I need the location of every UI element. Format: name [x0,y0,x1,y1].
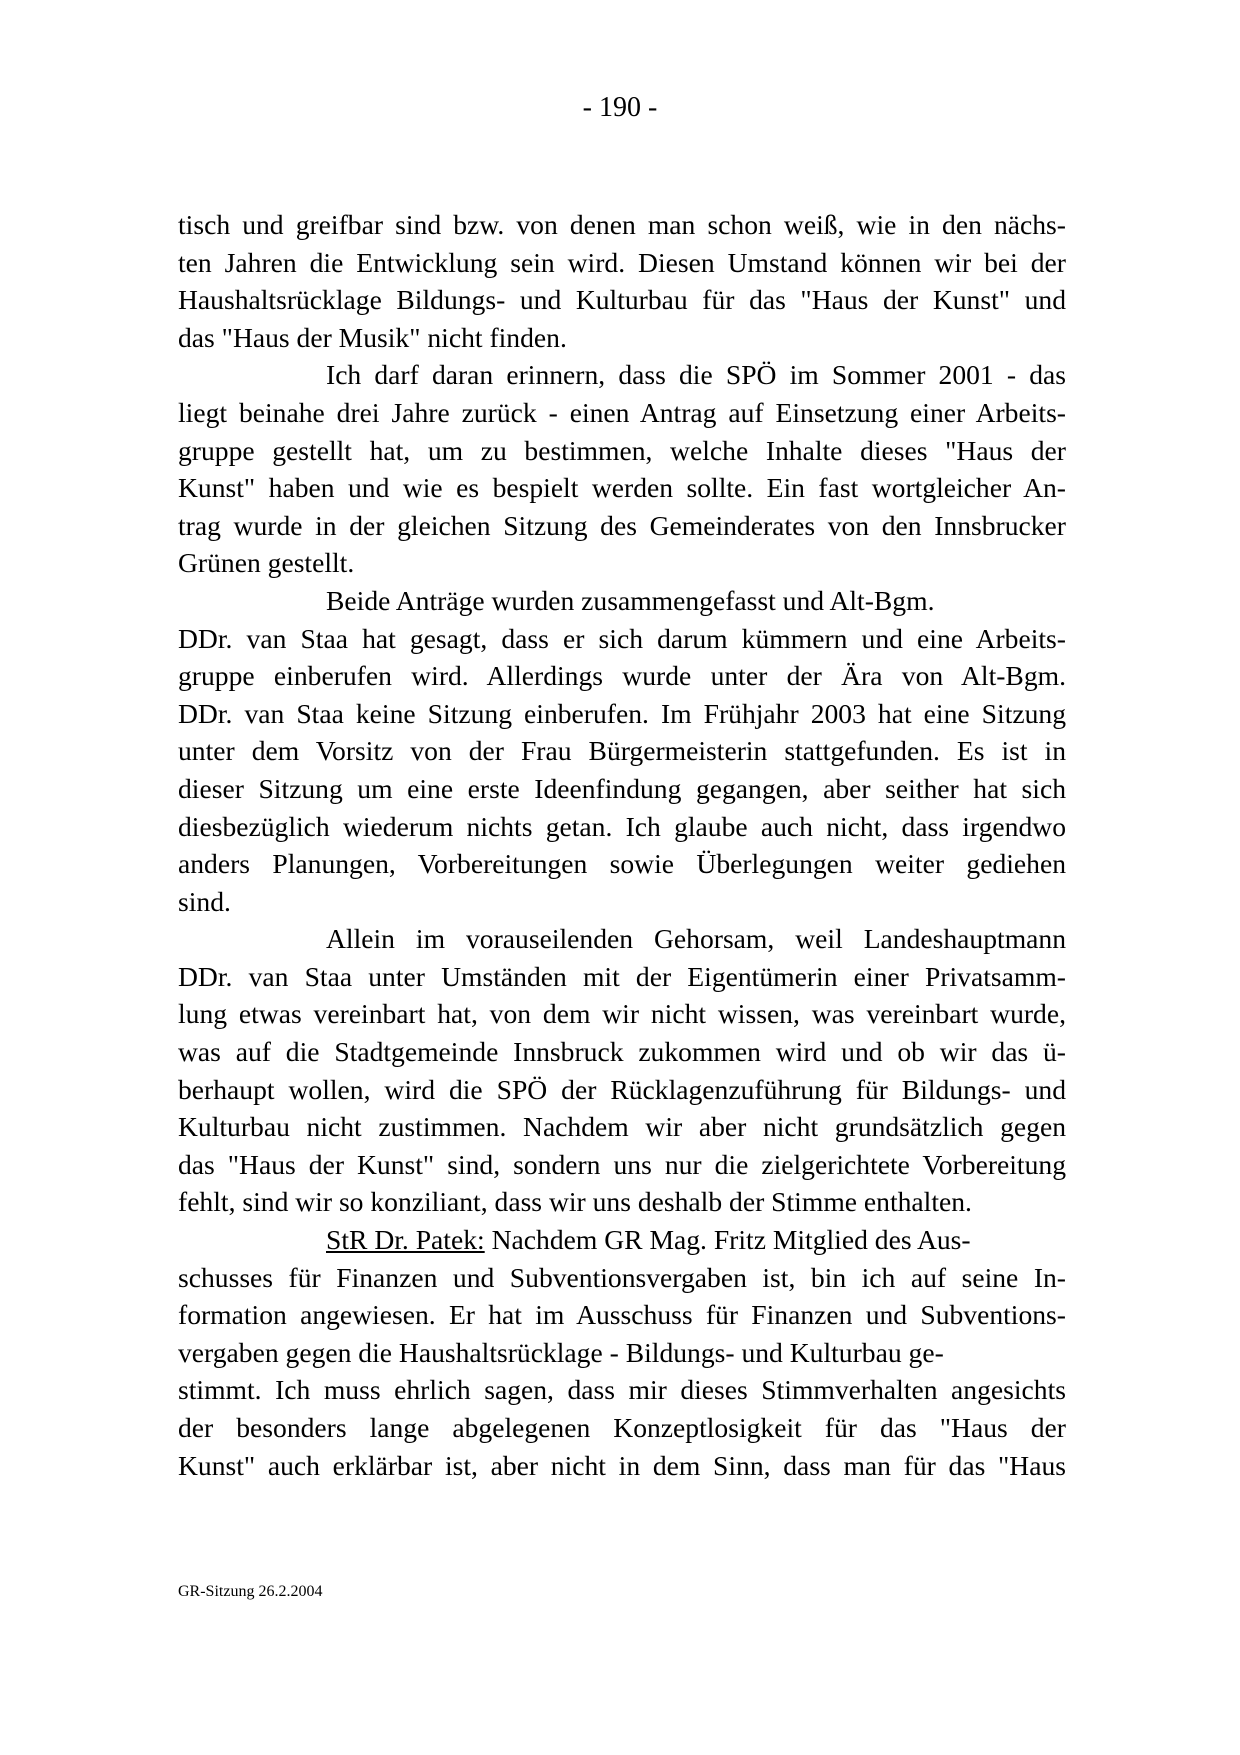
paragraph-start-line: Allein im vorauseilenden Gehorsam, weil Landeshauptmann [326,923,1066,955]
text-line: Kunst" haben und wie es bespielt werden sollte. Ein fast wortgleicher An- [178,472,1066,504]
text-line: diesbezüglich wiederum nichts getan. Ich glaube auch nicht, dass irgendwo [178,810,1066,842]
text-line: liegt beinahe drei Jahre zurück - einen Antrag auf Einsetzung einer Arbeits- [178,396,1066,428]
text-line: anders Planungen, Vorbereitungen sowie Überlegungen weiter gediehen [178,848,1066,880]
paragraph-start-line: Beide Anträge wurden zusammengefasst und Alt-Bgm. [326,584,935,616]
text-line: berhaupt wollen, wird die SPÖ der Rücklagenzuführung für Bildungs- und [178,1073,1066,1105]
text-line: unter dem Vorsitz von der Frau Bürgermeisterin stattgefunden. Es ist in [178,735,1066,767]
text-line: formation angewiesen. Er hat im Ausschuss für Finanzen und Subventions- [178,1299,1066,1331]
text-line: stimmt. Ich muss ehrlich sagen, dass mir dieses Stimmverhalten angesichts [178,1374,1066,1406]
page-number: - 190 - [582,92,658,123]
text-line: Grünen gestellt. [178,547,355,579]
text-line: DDr. van Staa unter Umständen mit der Eigentümerin einer Privatsamm- [178,960,1066,992]
text-line: das "Haus der Musik" nicht finden. [178,321,567,353]
text-line: DDr. van Staa keine Sitzung einberufen. Im Frühjahr 2003 hat eine Sitzung [178,697,1066,729]
text-line: tisch und greifbar sind bzw. von denen man schon weiß, wie in den nächs- [178,209,1066,240]
text-line: was auf die Stadtgemeinde Innsbruck zukommen wird und ob wir das ü- [178,1036,1066,1068]
footer: GR-Sitzung 26.2.2004 [178,1583,323,1600]
text-line: fehlt, sind wir so konziliant, dass wir uns deshalb der Stimme enthalten. [178,1186,972,1218]
paragraph-start-line: Ich darf daran erinnern, dass die SPÖ im Sommer 2001 - das [326,359,1066,391]
text-line: gruppe einberufen wird. Allerdings wurde unter der Ära von Alt-Bgm. [178,660,1066,692]
text-line: DDr. van Staa hat gesagt, dass er sich darum kümmern und eine Arbeits- [178,622,1066,654]
text-line: trag wurde in der gleichen Sitzung des Gemeinderates von den Innsbrucker [178,509,1066,541]
text-line: Kunst" auch erklärbar ist, aber nicht in dem Sinn, dass man für das "Haus [178,1449,1066,1481]
text-line: dieser Sitzung um eine erste Ideenfindung gegangen, aber seither hat sich [178,772,1066,804]
text-line: Kulturbau nicht zustimmen. Nachdem wir aber nicht grundsätzlich gegen [178,1111,1066,1143]
text-line: Haushaltsrücklage Bildungs- und Kulturbau für das "Haus der Kunst" und [178,284,1066,316]
text-line: gruppe gestellt hat, um zu bestimmen, welche Inhalte dieses "Haus der [178,434,1066,466]
speaker-line-text: Nachdem GR Mag. Fritz Mitglied des Aus- [491,1224,971,1256]
speaker-line [178,1221,1066,1259]
speaker-name: StR Dr. Patek: [326,1224,485,1256]
text-line: vergaben gegen die Haushaltsrücklage - Bildungs- und Kulturbau ge- [178,1336,944,1368]
text-line: sind. [178,885,231,917]
text-line: ten Jahren die Entwicklung sein wird. Diesen Umstand können wir bei der [178,246,1066,278]
body-text [178,206,1066,1484]
text-line: das "Haus der Kunst" sind, sondern uns nur die zielgerichtete Vorbereitung [178,1148,1066,1180]
text-line: lung etwas vereinbart hat, von dem wir nicht wissen, was vereinbart wurde, [178,998,1066,1030]
text-line: der besonders lange abgelegenen Konzeptlosigkeit für das "Haus der [178,1412,1066,1443]
text-line: schusses für Finanzen und Subventionsvergaben ist, bin ich auf seine In- [178,1261,1066,1293]
